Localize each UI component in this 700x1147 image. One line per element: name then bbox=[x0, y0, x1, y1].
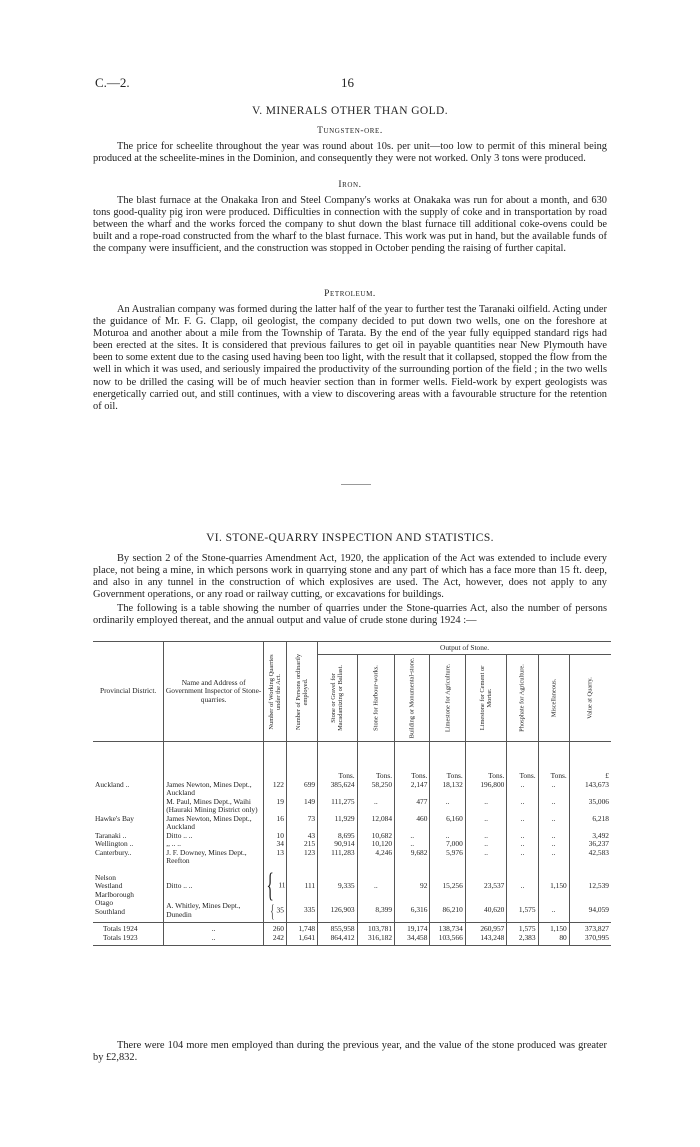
paragraph-stone-act: By section 2 of the Stone-quarries Amendment Act, 1920, the application of the Act was extended to include every place, not being a mine, in which persons work in quarrying stone and any part of which has a face more than 15 ft. deep, and also in any tunnel in the construction of which explosives are used. The Act, however, does not apply to any Government operations, or any road or railway cutting, or excavations for buildings. bbox=[93, 553, 607, 601]
col-header-persons: Number of Persons ordinarily employed. bbox=[286, 642, 317, 742]
stone-quarry-table bbox=[93, 641, 611, 946]
table-row-hawkes-bay: Hawke's Bay James Newton, Mines Dept., Auckland 16 73 11,929 12,084 460 6,160 .. .. .. 6,218 bbox=[95, 813, 609, 831]
col-header-quarries: Number of Working Quarries under the Act. bbox=[264, 642, 287, 742]
section-title-minerals: V. MINERALS OTHER THAN GOLD. bbox=[251, 105, 449, 117]
document-reference: C.—2. bbox=[95, 75, 130, 90]
paragraph-closing: There were 104 more men employed than during the previous year, and the value of the stone produced was greater by £2,832. bbox=[93, 1040, 607, 1064]
col-header-building: Building or Monumental-stone. bbox=[395, 655, 430, 742]
section-divider bbox=[341, 484, 371, 485]
table-row-totals-1924: Totals 1924 .. 260 1,748 855,958 103,781 19,174 138,734 260,957 1,575 1,150 373,827 bbox=[93, 923, 611, 934]
heading-iron: Iron. bbox=[338, 180, 362, 190]
col-header-stone-gravel: Stone or Gravel for Macadamizing or Ballast. bbox=[318, 655, 358, 742]
table-row-auckland: Auckland .. James Newton, Mines Dept., Auckland 122 699 385,624 58,250 2,147 18,132 196,800 .. .. 143,673 bbox=[95, 779, 609, 797]
table-row-wellington: Wellington .. ,, .. .. 34 215 90,914 10,120 .. 7,000 .. .. .. 36,237 bbox=[95, 839, 609, 848]
col-header-harbour: Stone for Harbour-works. bbox=[357, 655, 394, 742]
table-row-nelson-westland-marlborough: Nelson Westland Marlborough Ditto .. .. { 11 111 9,335 .. 92 15,256 23,537 .. 1,150 12,539 bbox=[95, 867, 609, 905]
col-header-lime-cement: Limestone for Cement or Mortar. bbox=[465, 655, 507, 742]
col-header-phosphate: Phosphate for Agriculture. bbox=[507, 655, 538, 742]
table-row-otago-southland: Otago Southland A. Whitley, Mines Dept., Dunedin { 35 335 126,903 8,399 6,316 86,210 40,620 1,575 .. 94,059 bbox=[95, 898, 609, 921]
paragraph-stone-table-intro: The following is a table showing the number of quarries under the Stone-quarries Act, also the number of persons ordinarily employed thereat, and the annual output and value of crude stone during 1924 :— bbox=[93, 603, 607, 627]
paragraph-petroleum: An Australian company was formed during the latter half of the year to further test the Taranaki oilfield. Acting under the guidance of Mr. F. G. Clapp, oil geologist, the company decided to put down two wells, one on the foreshore at Moturoa and another about a mile from the Township of Tarata. By the end of the year fully equipped standard rigs had been erected at the sites. It is considered that previous failures to get oil in payable quantities near New Plymouth have been to some extent due to the casing used having been too light, with the result that it collapsed, stopped the flow from the well in which it was used, and seriously impaired the productivity of the surrounding portion of the field ; in the two wells now to be drilled the casing will be of much heavier section than in former wells. Field-work by expert geologists was energetically carried out, and still continues, with a view to discovering areas with a favourable structure for the retention of oil. bbox=[93, 304, 607, 412]
table-row-taranaki: Taranaki .. Ditto .. .. 10 43 8,695 10,682 .. .. .. .. .. 3,492 bbox=[95, 830, 609, 840]
heading-petroleum: Petroleum. bbox=[324, 289, 376, 299]
paragraph-iron: The blast furnace at the Onakaka Iron and Steel Company's works at Onakaka was run for about a month, and 630 tons good-quality pig iron were produced. Difficulties in connection with the supply of coke and in transportation by road between the wharf and the works forced the company to shut down the blast furnace till additional coke-ovens could be built and a rope-road constructed from the wharf to the blast furnace. This work was put in hand, but the available funds of the company were insufficient, and the construction was stopped in October pending the raising of further capital. bbox=[93, 195, 607, 255]
table-units-row: Tons. Tons. Tons. Tons. Tons. Tons. Tons. £ bbox=[93, 742, 611, 781]
paragraph-tungsten: The price for scheelite throughout the year was round about 10s. per unit—too low to permit of this mineral being produced at the scheelite-mines in the Dominion, and consequently they were not worked. Only 3 tons were produced. bbox=[93, 141, 607, 165]
col-header-value: Value at Quarry. bbox=[569, 655, 611, 742]
table-row-totals-1923: Totals 1923 .. 242 1,641 864,412 316,182 34,458 103,566 143,248 2,383 80 370,995 bbox=[93, 934, 611, 946]
section-title-stone: VI. STONE-QUARRY INSPECTION AND STATISTICS. bbox=[206, 532, 494, 544]
col-header-lime-agri: Limestone for Agriculture. bbox=[430, 655, 465, 742]
page-number: 16 bbox=[341, 75, 354, 90]
col-header-output-group: Output of Stone. bbox=[318, 642, 611, 655]
heading-tungsten: Tungsten-ore. bbox=[317, 126, 383, 136]
table-row-auckland-waihi: M. Paul, Mines Dept., Waihi (Hauraki Mining District only) 19 149 111,275 .. 477 .. .. .. .. 35,006 bbox=[93, 798, 611, 815]
page-header bbox=[95, 75, 615, 95]
col-header-district: Provincial District. bbox=[93, 642, 164, 742]
brace-icon: { bbox=[270, 900, 275, 921]
col-header-inspector: Name and Address of Government Inspector of Stone-quarries. bbox=[164, 642, 264, 742]
brace-icon: { bbox=[266, 867, 274, 905]
table-row-canterbury: Canterbury.. J. F. Downey, Mines Dept., Reefton 13 123 111,283 4,246 9,682 5,976 .. .. .. 42,583 bbox=[95, 847, 609, 865]
col-header-misc: Miscellaneous. bbox=[538, 655, 569, 742]
